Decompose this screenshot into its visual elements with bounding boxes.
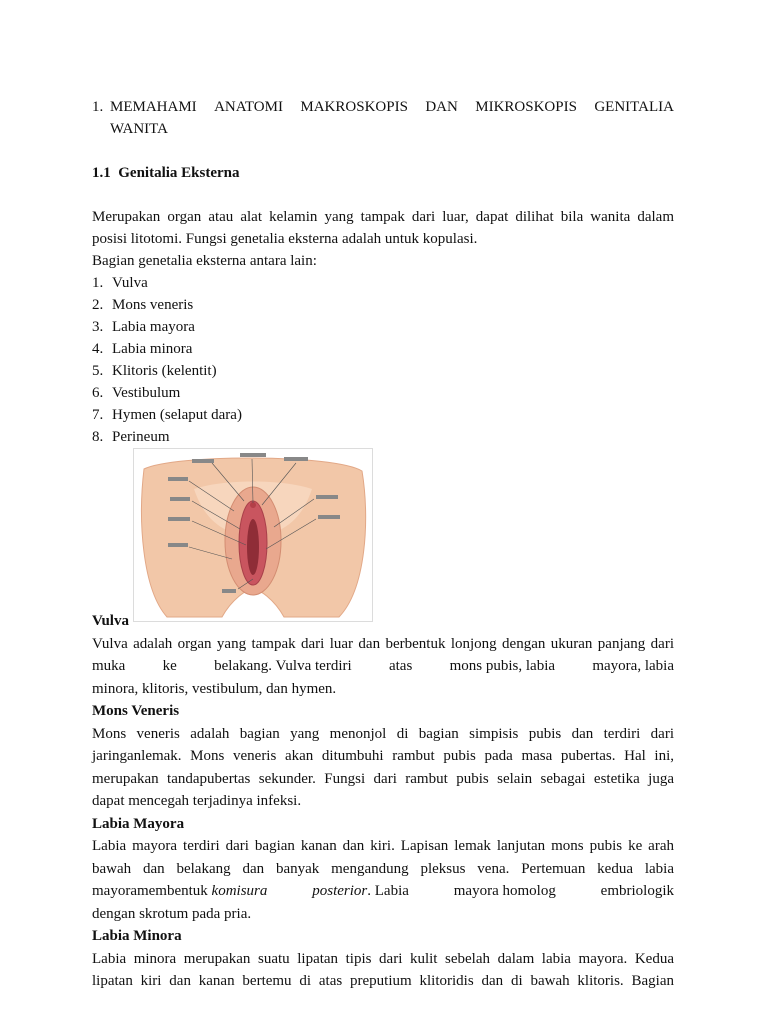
body-line: Mons veneris adalah bagian yang menonjol di bagian simpisis pubis dan terdiri dari — [92, 725, 674, 742]
body-line: minora, klitoris, vestibulum, dan hymen. — [92, 680, 337, 697]
subheading-labia-minora: Labia Minora — [92, 928, 182, 944]
list-item: 3. Labia mayora — [92, 319, 195, 335]
heading-word: MEMAHAMI — [110, 99, 197, 115]
intro-list-lead: Bagian genetalia eksterna antara lain: — [92, 253, 317, 269]
parts-list — [92, 272, 242, 448]
subheading-vulva: Vulva — [92, 613, 129, 629]
subheading-mons-veneris: Mons Veneris — [92, 703, 180, 719]
list-item: 8. Perineum — [92, 429, 170, 445]
body-line: Labia minora merupakan suatu lipatan tipis dari kulit sebelah dalam labia mayora. Kedua — [92, 950, 674, 967]
vestibule-shape — [247, 519, 259, 575]
intro-line: Merupakan organ atau alat kelamin yang tampak dari luar, dapat dilihat bila wanita dalam — [92, 209, 674, 225]
intro-paragraph — [92, 206, 674, 272]
list-item: 2. Mons veneris — [92, 297, 194, 313]
heading-line-1 — [92, 96, 674, 118]
list-item: 5. Klitoris (kelentit) — [92, 363, 217, 379]
chapter-heading — [92, 96, 674, 140]
list-item: 1. Vulva — [92, 275, 148, 291]
body-line: muka ke belakang. Vulva terdiri atas mons pubis, labia mayora, labia — [92, 658, 674, 674]
heading-word: ANATOMI — [214, 99, 283, 115]
body-line: merupakan tandapubertas sekunder. Fungsi dari rambut pubis selain sebagai estetika juga — [92, 770, 674, 787]
heading-word: GENITALIA — [594, 99, 674, 115]
body-line: dengan skrotum pada pria. — [92, 905, 252, 922]
list-item: 7. Hymen (selaput dara) — [92, 407, 242, 423]
anatomy-drawing — [134, 449, 372, 621]
anatomy-illustration — [133, 448, 373, 622]
body-line: bawah dan belakang dan banyak mengandung pleksus vena. Pertemuan kedua labia — [92, 860, 674, 877]
vulva-section — [92, 610, 674, 993]
heading-word: MIKROSKOPIS — [475, 99, 577, 115]
intro-line: posisi litotomi. Fungsi genetalia eksterna adalah untuk kopulasi. — [92, 231, 478, 247]
section-title: 1.1 Genitalia Eksterna — [92, 165, 240, 181]
heading-line-2: WANITA — [110, 121, 168, 137]
body-line: dapat mencegah terjadinya infeksi. — [92, 793, 302, 809]
body-line: mayoramembentuk komisura posterior. Labia mayora homolog embriologik — [92, 883, 674, 899]
heading-word: DAN — [425, 99, 458, 115]
body-line: Vulva adalah organ yang tampak dari luar dan berbentuk lonjong dengan ukuran panjang dari — [92, 635, 674, 652]
body-line: jaringanlemak. Mons veneris akan ditumbuhi rambut pubis pada masa pubertas. Hal ini, — [92, 748, 674, 764]
list-item: 6. Vestibulum — [92, 385, 181, 401]
body-line: Labia mayora terdiri dari bagian kanan dan kiri. Lapisan lemak lanjutan mons pubis ke arah — [92, 838, 674, 854]
subheading-labia-mayora: Labia Mayora — [92, 815, 185, 832]
body-line: lipatan kiri dan kanan bertemu di atas preputium klitoridis dan di bawah klitoris. Bagian — [92, 973, 674, 989]
list-item: 4. Labia minora — [92, 341, 193, 357]
heading-word: MAKROSKOPIS — [300, 99, 408, 115]
heading-number: 1. — [92, 99, 104, 115]
